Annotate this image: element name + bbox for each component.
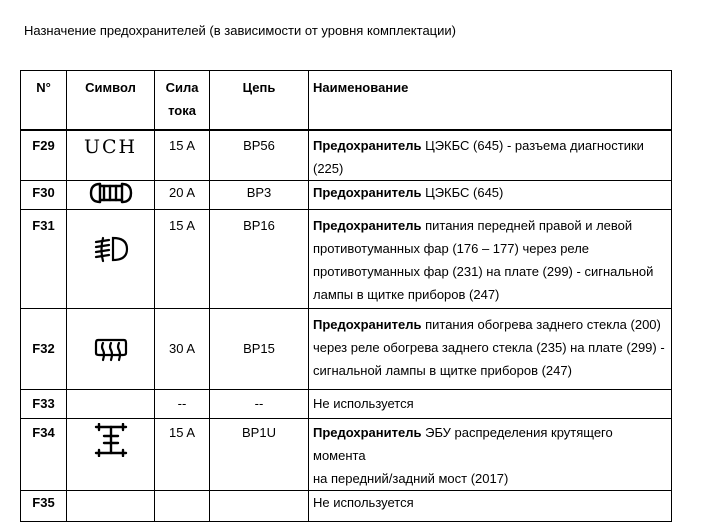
fuse-table bbox=[20, 70, 672, 522]
description-line: сигнальной лампы в щитке приборов (247) bbox=[313, 363, 572, 378]
fuse-current: 20 A bbox=[155, 181, 210, 210]
description-line: на передний/задний мост (2017) bbox=[313, 471, 509, 486]
description-bold: Предохранитель bbox=[313, 218, 422, 233]
description-text: ЦЭКБС (645) - разъема диагностики (225) bbox=[313, 138, 644, 176]
fuse-number: F35 bbox=[21, 491, 67, 522]
fuse-symbol bbox=[67, 491, 155, 522]
fuse-number: F34 bbox=[21, 419, 67, 491]
fuse-symbol bbox=[67, 309, 155, 390]
description-line bbox=[313, 421, 667, 467]
table-row bbox=[21, 309, 672, 390]
fuse-circuit: BP16 bbox=[210, 210, 309, 309]
fuse-circuit: -- bbox=[210, 390, 309, 419]
fuse-circuit: BP3 bbox=[210, 181, 309, 210]
can-bus-icon bbox=[88, 181, 134, 205]
fuse-number: F30 bbox=[21, 181, 67, 210]
fuse-current: 30 A bbox=[168, 341, 196, 356]
fuse-symbol bbox=[67, 181, 155, 210]
fuse-description bbox=[309, 419, 672, 491]
fuse-circuit-cell bbox=[210, 309, 309, 390]
axle-lock-icon bbox=[92, 423, 130, 457]
table-header-row bbox=[21, 71, 672, 131]
fuse-description: Не используется bbox=[309, 390, 672, 419]
fuse-symbol bbox=[67, 419, 155, 491]
fuse-current: 15 A bbox=[155, 210, 210, 309]
front-fog-light-icon bbox=[91, 234, 131, 264]
description-text: ЭБУ распределения крутящего момента bbox=[313, 425, 613, 463]
fuse-number: F31 bbox=[21, 210, 67, 309]
fuse-current bbox=[155, 491, 210, 522]
fuse-number: F29 bbox=[21, 130, 67, 181]
description-line: противотуманных фар (176 – 177) через реле bbox=[313, 241, 590, 256]
description-line: противотуманных фар (231) на плате (299) - сигнальной bbox=[313, 264, 654, 279]
description-text: ЦЭКБС (645) bbox=[421, 185, 504, 200]
fuse-current: 15 A bbox=[155, 130, 210, 181]
table-row bbox=[21, 130, 672, 181]
description-bold: Предохранитель bbox=[313, 138, 422, 153]
fuse-number-cell bbox=[21, 309, 67, 390]
table-row bbox=[21, 210, 672, 309]
description-line bbox=[313, 313, 667, 336]
table-row bbox=[21, 419, 672, 491]
header-circuit: Цепь bbox=[210, 71, 309, 131]
description-bold: Предохранитель bbox=[313, 317, 422, 332]
fuse-current: -- bbox=[155, 390, 210, 419]
table-row bbox=[21, 491, 672, 522]
header-name: Наименование bbox=[309, 71, 672, 131]
fuse-circuit: BP15 bbox=[243, 341, 275, 356]
fuse-symbol bbox=[67, 130, 155, 181]
fuse-circuit: BP56 bbox=[210, 130, 309, 181]
fuse-symbol bbox=[67, 210, 155, 309]
rear-window-defrost-icon bbox=[94, 337, 128, 363]
fuse-circuit: BP1U bbox=[210, 419, 309, 491]
fuse-description bbox=[309, 130, 672, 181]
header-current-line2: тока bbox=[168, 103, 196, 118]
page-heading: Назначение предохранителей (в зависимости от уровня комплектации) bbox=[24, 23, 456, 38]
description-line: через реле обогрева заднего стекла (235) на плате (299) - bbox=[313, 340, 665, 355]
description-text: питания передней правой и левой bbox=[421, 218, 633, 233]
header-number: N° bbox=[21, 71, 67, 131]
description-bold: Предохранитель bbox=[313, 425, 422, 440]
header-symbol: Символ bbox=[67, 71, 155, 131]
header-current bbox=[155, 71, 210, 131]
fuse-number: F32 bbox=[32, 341, 55, 356]
fuse-description bbox=[309, 210, 672, 309]
description-bold: Предохранитель bbox=[313, 185, 422, 200]
description-text: питания обогрева заднего стекла (200) bbox=[421, 317, 661, 332]
description-line: лампы в щитке приборов (247) bbox=[313, 287, 500, 302]
fuse-number: F33 bbox=[21, 390, 67, 419]
fuse-current: 15 A bbox=[155, 419, 210, 491]
fuse-symbol bbox=[67, 390, 155, 419]
fuse-circuit bbox=[210, 491, 309, 522]
fuse-description bbox=[309, 181, 672, 210]
fuse-description bbox=[309, 309, 672, 390]
uch-symbol: UCH bbox=[83, 136, 138, 158]
table-row bbox=[21, 390, 672, 419]
fuse-current-cell bbox=[155, 309, 210, 390]
description-line bbox=[313, 214, 667, 237]
header-current-line1: Сила bbox=[165, 80, 199, 95]
fuse-description: Не используется bbox=[309, 491, 672, 522]
table-row bbox=[21, 181, 672, 210]
